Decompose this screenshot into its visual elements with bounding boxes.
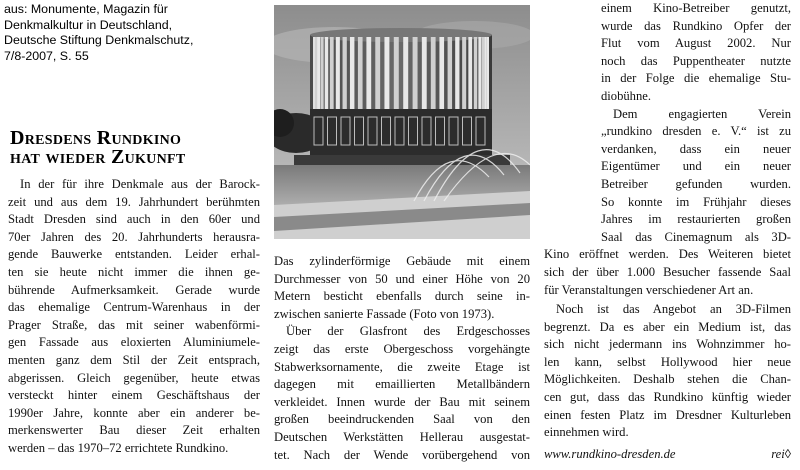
facade-stripe [330, 37, 334, 109]
text-line: Eigentümer und ein neuer [601, 159, 791, 174]
text-line: einen festen Platz im Dresdner Kulturleben [544, 407, 791, 422]
text-line: Deutschen Werkstätten Hellerau ausgestat- [274, 429, 530, 444]
text-line: So konnte im Frühjahr dieses [601, 194, 791, 209]
text-line: Über der Glasfront des Erdgeschosses [286, 324, 530, 339]
text-line: cen gut, dass das Rundkino künftig wieder [544, 390, 791, 405]
facade-stripe [462, 37, 466, 109]
headline-line: hat wieder Zukunft [10, 146, 186, 168]
text-line: Saal das Cinemagnum als 3D- [601, 229, 791, 244]
facade-stripe [422, 37, 427, 109]
facade-stripe [315, 37, 318, 109]
text-line: Betreiber gefunden wurden. [601, 176, 791, 191]
facade-stripe [448, 37, 452, 109]
facade-stripe [350, 37, 354, 109]
text-line: Dem engagierten Verein [613, 106, 791, 121]
facade-stripe [403, 37, 408, 109]
source-line: aus: Monumente, Magazin für [4, 2, 168, 16]
source-line: Denkmalkultur in Deutschland, [4, 17, 173, 32]
source-line: 7/8-2007, S. 55 [4, 48, 89, 63]
text-line: Möglichkeiten. Deshalb stehen die Chan- [544, 372, 791, 387]
facade-stripe [358, 37, 363, 109]
facade-stripe [366, 37, 371, 109]
rundkino-photo [274, 5, 530, 239]
text-line: 1990er Jahre, konnte aber ein anderer be- [8, 405, 260, 420]
text-line: dagegen mit emaillierten Metallbändern [274, 377, 530, 392]
text-line: gende Bauwerke entstanden. Leider erhal- [8, 247, 260, 262]
facade-stripe [455, 37, 459, 109]
text-line: sich nicht jedermann ins Wohnzimmer ho- [544, 337, 791, 352]
text-line: Kino eröffnet werden. Des Weiteren bietet [544, 247, 791, 262]
facade-stripe [375, 37, 380, 109]
facade-stripe [474, 37, 478, 109]
text-line: Metern besticht ebenfalls durch seine in- [274, 289, 530, 304]
text-line: wurde das Rundkino Opfer der [601, 18, 791, 33]
text-line: Prager Straße, das mit seiner wabenförmi- [8, 317, 260, 332]
text-line: für Veranstaltungen verschiedener Art an. [544, 282, 754, 297]
text-line: tet. Nach der Wende vorübergehend von [274, 447, 530, 462]
text-line: großen beeindruckenden Saal von den [274, 412, 530, 427]
text-line: abgerissen. Gleich gegenüber, heute etwas [8, 370, 260, 385]
text-line: merkenswerter Bau dieser Zeit erhalten [8, 423, 260, 438]
text-line: Noch ist das Angebot an 3D-Filmen [556, 302, 791, 317]
website-link[interactable]: www.rundkino-dresden.de [544, 446, 676, 461]
text-line: bührende Aufmerksamkeit. Gerade wurde [8, 282, 260, 297]
text-line: verkleidet. Innen wurde der Bau mit seinem [274, 394, 530, 409]
text-line: Das zylinderförmige Gebäude mit einem [274, 254, 530, 268]
text-line: ten sie heute nicht immer die ihnen ge- [8, 264, 260, 279]
text-line: begrenzt. Da es aber ein Medium ist, das [544, 319, 791, 334]
facade-stripe [413, 37, 418, 109]
facade-stripe [439, 37, 444, 109]
facade-stripe [487, 37, 489, 109]
facade-stripe [384, 37, 389, 109]
facade-stripe [320, 37, 323, 109]
facade-stripe [343, 37, 347, 109]
facade-stripe [325, 37, 329, 109]
text-line: verdanken, dass ein neuer [601, 141, 791, 156]
text-line: Flut vom August 2002. Nur [601, 36, 791, 51]
facade-stripe [394, 37, 399, 109]
facade-stripe [431, 37, 436, 109]
text-line: diobühne. [601, 88, 652, 103]
text-line: noch das Puppentheater nutzte [601, 53, 791, 68]
text-line: menten ganz dem Stil der Zeit entsprach, [8, 352, 260, 367]
article-headline [10, 129, 260, 167]
text-line: werden – das 1970–72 errichtete Rundkino. [8, 440, 229, 455]
source-note [4, 2, 274, 64]
text-line: gen Fassade aus eloxierten Aluminiumele- [8, 335, 260, 350]
text-line: „rundkino dresden e. V.“ ist zu [601, 124, 791, 139]
text-line: zeigt das erste Obergeschoss vorgehängte [274, 341, 530, 356]
text-line: Stabwerksornamente, die zweite Etage ist [274, 359, 530, 374]
facade-stripe [317, 37, 320, 109]
author-mark: rei◊ [771, 446, 791, 461]
text-line: In der für ihre Denkmale aus der Barock- [20, 177, 260, 191]
website-line [544, 446, 791, 464]
article-column-3 [544, 0, 791, 463]
text-line: 70er Jahren des 20. Jahrhunderts herausra- [8, 229, 260, 244]
text-line: len kann, selbst Hollywood hier neue [544, 354, 791, 369]
source-line: Deutsche Stiftung Denkmalschutz, [4, 33, 194, 48]
headline-line: Dresdens Rundkino [10, 127, 182, 149]
text-line: zeit und aus dem 19. Jahrhundert berühmten [8, 194, 260, 209]
text-line: versteckt hinter einem Geschäftshaus der [8, 388, 260, 403]
text-line: in der Folge die ehemalige Stu- [601, 71, 791, 86]
text-line: einnehmen wird. [544, 425, 629, 440]
text-line: einem Kino-Betreiber genutzt, [601, 1, 791, 15]
facade-stripe [478, 37, 481, 109]
facade-stripe [336, 37, 340, 109]
article-column-1 [8, 176, 260, 458]
text-line: das ehemalige Centrum-Warenhaus in der [8, 300, 260, 315]
text-line: Durchmesser von 50 und einer Höhe von 20 [274, 271, 530, 286]
facade-stripe [482, 37, 485, 109]
text-line: Stadt Dresden sind auch in den 60er und [8, 212, 260, 227]
facade-stripe [468, 37, 472, 109]
article-column-2 [274, 253, 530, 464]
text-line: sich der über 1.000 Besucher fassende Saal [544, 264, 791, 279]
text-line: Jahres im restaurierten großen [601, 212, 791, 227]
text-line: zwischen sanierte Fassade (Foto von 1973). [274, 306, 495, 321]
